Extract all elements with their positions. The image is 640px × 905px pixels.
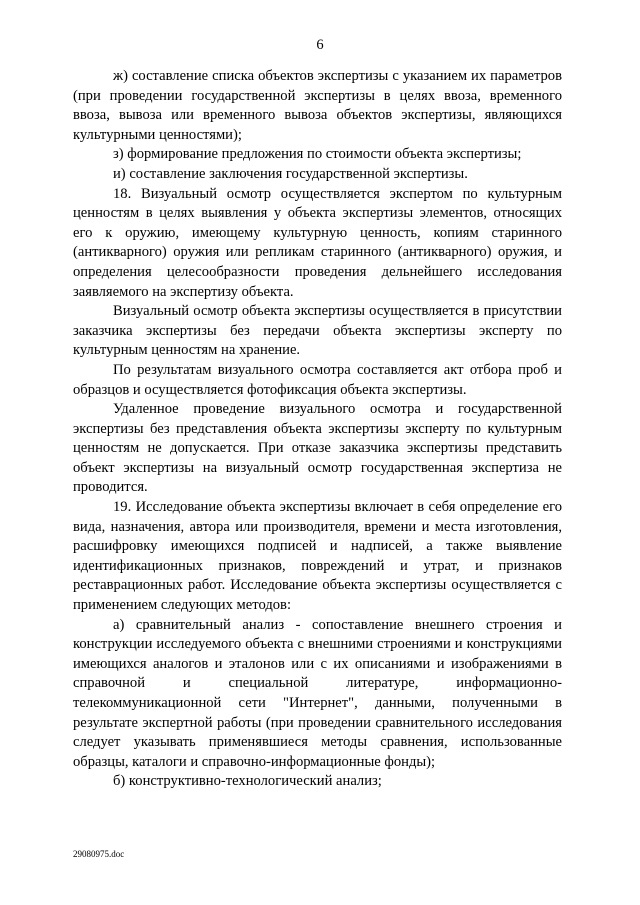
paragraph-clause-19: 19. Исследование объекта экспертизы включает в себя определение его вида, назначения, автора или производителя, времени и места изготовления, расшифровку имеющихся подписей и надписей, а также выявление идентификационных признаков, повреждений и утрат, и признаков реставрационных работ. Исследование объекта экспертизы осуществляется с применением следующих методов:: [73, 499, 562, 614]
paragraph-remote-inspection: Удаленное проведение визуального осмотра и государственной экспертизы без представления объекта экспертизы эксперту по культурным ценностям не допускается. При отказе заказчика экспертизы представить объект экспертизы на визуальный осмотр государственная экспертиза не проводится.: [73, 401, 562, 496]
paragraph-inspection-results: По результатам визуального осмотра составляется акт отбора проб и образцов и осуществляется фотофиксация объекта экспертизы.: [73, 361, 562, 398]
paragraph-clause-18: 18. Визуальный осмотр осуществляется экспертом по культурным ценностям в целях выявления у объекта экспертизы элементов, относящих его к оружию, имеющему культурную ценность, копиям старинного (антикварного) оружия или репликам старинного (антикварного) оружия, и определения целесообразности проведения дельнейшего исследования заявляемого на экспертизу объекта.: [73, 185, 562, 300]
paragraph-item-zh: ж) составление списка объектов экспертизы с указанием их параметров (при проведении государственной экспертизы в целях ввоза, временного ввоза, вывоза или временного вывоза объектов экспертизы, являющихся культурными ценностями);: [73, 68, 562, 143]
document-body: [73, 67, 562, 792]
document-file-code: 29080975.doc: [73, 849, 125, 859]
page-number: 6: [316, 37, 324, 53]
paragraph-item-i: и) составление заключения государственной экспертизы.: [113, 165, 468, 182]
paragraph-method-a: а) сравнительный анализ - сопоставление внешнего строения и конструкции исследуемого объекта с внешними строениями и конструкциями имеющихся аналогов и эталонов или с их описаниями и изображениями в справочной и специальной литературе, информационно-телекоммуникационной сети "Интернет", данными, полученными в результате экспертной работы (при проведении сравнительного исследования следует указывать применявшиеся методы сравнения, использованные образцы, каталоги и справочно-информационные фонды);: [73, 616, 562, 770]
paragraph-item-z: з) формирование предложения по стоимости объекта экспертизы;: [113, 146, 522, 163]
paragraph-visual-inspection: Визуальный осмотр объекта экспертизы осуществляется в присутствии заказчика экспертизы без передачи объекта экспертизы эксперту по культурным ценностям на хранение.: [73, 303, 562, 359]
paragraph-method-b: б) конструктивно-технологический анализ;: [113, 773, 382, 790]
